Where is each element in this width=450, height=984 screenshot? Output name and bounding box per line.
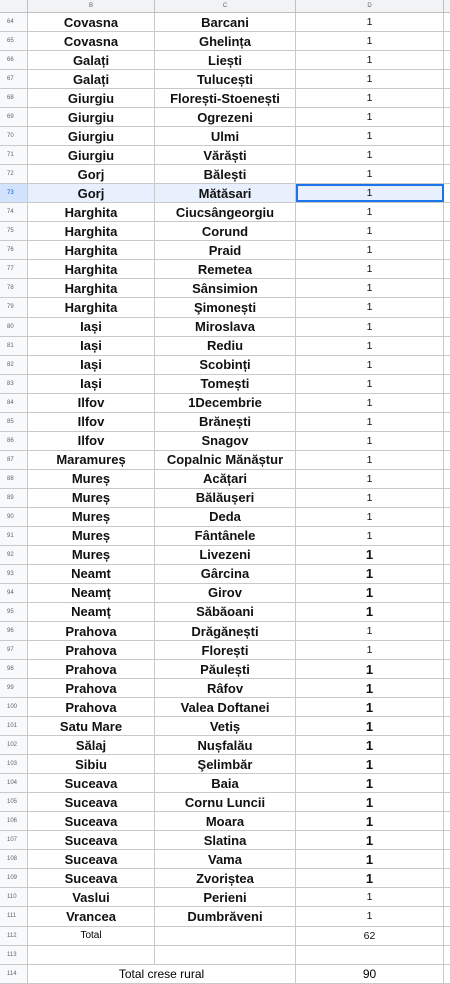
count-cell[interactable]: 1	[296, 318, 444, 336]
count-cell[interactable]: 1	[296, 32, 444, 50]
empty-cell[interactable]	[155, 927, 296, 945]
county-cell[interactable]: Suceava	[28, 831, 155, 849]
row-number[interactable]: 102	[0, 736, 28, 754]
count-cell[interactable]: 1	[296, 489, 444, 507]
county-cell[interactable]: Prahova	[28, 679, 155, 697]
county-cell[interactable]: Gorj	[28, 165, 155, 183]
row-number[interactable]: 109	[0, 869, 28, 887]
row-number[interactable]: 92	[0, 546, 28, 564]
count-cell[interactable]: 1	[296, 241, 444, 259]
column-header-c[interactable]: C	[155, 0, 296, 12]
row-number[interactable]: 71	[0, 146, 28, 164]
locality-cell[interactable]: Copalnic Mănăștur	[155, 451, 296, 469]
row-number[interactable]: 91	[0, 527, 28, 545]
table-row	[0, 432, 450, 451]
count-cell[interactable]: 1	[296, 679, 444, 697]
row-number[interactable]: 103	[0, 755, 28, 773]
county-cell[interactable]: Harghita	[28, 222, 155, 240]
county-cell[interactable]: Neamt	[28, 565, 155, 583]
locality-cell[interactable]: Ulmi	[155, 127, 296, 145]
table-row	[0, 774, 450, 793]
locality-cell[interactable]: Scobinți	[155, 356, 296, 374]
locality-cell[interactable]: Râfov	[155, 679, 296, 697]
row-number[interactable]: 84	[0, 394, 28, 412]
count-cell[interactable]: 1	[296, 869, 444, 887]
table-row	[0, 70, 450, 89]
table-row	[0, 793, 450, 812]
count-cell[interactable]: 1	[296, 70, 444, 88]
count-cell[interactable]: 1	[296, 13, 444, 31]
row-number[interactable]: 79	[0, 298, 28, 316]
count-cell[interactable]: 1	[296, 850, 444, 868]
count-cell[interactable]: 1	[296, 508, 444, 526]
table-row	[0, 413, 450, 432]
count-cell[interactable]: 1	[296, 375, 444, 393]
count-cell[interactable]: 1	[296, 203, 444, 221]
county-cell[interactable]: Harghita	[28, 298, 155, 316]
locality-cell[interactable]: Zvoriștea	[155, 869, 296, 887]
count-cell[interactable]: 1	[296, 527, 444, 545]
table-row	[0, 337, 450, 356]
table-row	[0, 32, 450, 51]
count-cell[interactable]: 1	[296, 717, 444, 735]
empty-cell[interactable]	[28, 946, 155, 964]
county-cell[interactable]: Mureș	[28, 508, 155, 526]
locality-cell[interactable]: Rediu	[155, 337, 296, 355]
county-cell[interactable]: Vrancea	[28, 907, 155, 925]
count-cell[interactable]: 1	[296, 546, 444, 564]
row-number[interactable]: 114	[0, 965, 28, 983]
count-cell[interactable]: 1	[296, 165, 444, 183]
count-cell[interactable]: 1	[296, 51, 444, 69]
row-number[interactable]: 104	[0, 774, 28, 792]
locality-cell[interactable]: Remetea	[155, 260, 296, 278]
count-cell[interactable]: 1	[296, 337, 444, 355]
count-cell[interactable]: 1	[296, 736, 444, 754]
count-cell[interactable]: 1	[296, 812, 444, 830]
count-cell[interactable]: 1	[296, 641, 444, 659]
count-cell[interactable]: 1	[296, 470, 444, 488]
table-row	[0, 279, 450, 298]
locality-cell[interactable]: Gârcina	[155, 565, 296, 583]
grand-total-row	[0, 965, 450, 984]
table-row	[0, 584, 450, 603]
row-number[interactable]: 77	[0, 260, 28, 278]
row-number[interactable]: 67	[0, 70, 28, 88]
row-number[interactable]: 111	[0, 907, 28, 925]
locality-cell[interactable]: Tulucești	[155, 70, 296, 88]
locality-cell[interactable]: Păulești	[155, 660, 296, 678]
count-cell[interactable]: 1	[296, 584, 444, 602]
count-cell[interactable]: 1	[296, 279, 444, 297]
locality-cell[interactable]: Ghelința	[155, 32, 296, 50]
grand-total-label-cell[interactable]: Total crese rural	[28, 965, 296, 983]
count-cell[interactable]: 1	[296, 432, 444, 450]
county-cell[interactable]: Harghita	[28, 279, 155, 297]
row-number[interactable]: 75	[0, 222, 28, 240]
corner-header[interactable]	[0, 0, 28, 12]
county-cell[interactable]: Giurgiu	[28, 108, 155, 126]
locality-cell[interactable]: Florești	[155, 641, 296, 659]
locality-cell[interactable]: Barcani	[155, 13, 296, 31]
row-number[interactable]: 87	[0, 451, 28, 469]
column-header-b[interactable]: B	[28, 0, 155, 12]
total-value-cell[interactable]: 62	[296, 927, 444, 945]
row-number[interactable]: 106	[0, 812, 28, 830]
row-number[interactable]: 64	[0, 13, 28, 31]
table-row	[0, 127, 450, 146]
row-number[interactable]: 80	[0, 318, 28, 336]
count-cell[interactable]: 1	[296, 222, 444, 240]
county-cell[interactable]: Prahova	[28, 622, 155, 640]
count-cell[interactable]: 1	[296, 774, 444, 792]
row-number[interactable]: 112	[0, 927, 28, 945]
table-row	[0, 660, 450, 679]
table-row	[0, 165, 450, 184]
county-cell[interactable]: Satu Mare	[28, 717, 155, 735]
county-cell[interactable]: Harghita	[28, 260, 155, 278]
county-cell[interactable]: Mureș	[28, 489, 155, 507]
county-cell[interactable]: Iași	[28, 375, 155, 393]
table-row	[0, 394, 450, 413]
table-row	[0, 489, 450, 508]
table-row	[0, 850, 450, 869]
table-row	[0, 755, 450, 774]
count-cell[interactable]: 1	[296, 888, 444, 906]
table-row	[0, 108, 450, 127]
table-row	[0, 546, 450, 565]
row-number[interactable]: 74	[0, 203, 28, 221]
count-cell[interactable]: 1	[296, 260, 444, 278]
locality-cell[interactable]: Vama	[155, 850, 296, 868]
locality-cell[interactable]: Brănești	[155, 413, 296, 431]
table-row	[0, 831, 450, 850]
count-cell[interactable]: 1	[296, 184, 444, 202]
count-cell[interactable]: 1	[296, 451, 444, 469]
locality-cell[interactable]: Moara	[155, 812, 296, 830]
sheet-rows	[0, 13, 450, 927]
row-number[interactable]: 98	[0, 660, 28, 678]
locality-cell[interactable]: Şelimbăr	[155, 755, 296, 773]
row-number[interactable]: 88	[0, 470, 28, 488]
row-number[interactable]: 72	[0, 165, 28, 183]
locality-cell[interactable]: Cornu Luncii	[155, 793, 296, 811]
row-number[interactable]: 76	[0, 241, 28, 259]
row-number[interactable]: 86	[0, 432, 28, 450]
locality-cell[interactable]: Bălești	[155, 165, 296, 183]
table-row	[0, 812, 450, 831]
county-cell[interactable]: Suceava	[28, 850, 155, 868]
county-cell[interactable]: Sibiu	[28, 755, 155, 773]
locality-cell[interactable]: Snagov	[155, 432, 296, 450]
county-cell[interactable]: Harghita	[28, 203, 155, 221]
count-cell[interactable]: 1	[296, 413, 444, 431]
table-row	[0, 907, 450, 926]
count-cell[interactable]: 1	[296, 755, 444, 773]
locality-cell[interactable]: Bălăușeri	[155, 489, 296, 507]
locality-cell[interactable]: Nușfalău	[155, 736, 296, 754]
locality-cell[interactable]: Săbăoani	[155, 603, 296, 621]
county-cell[interactable]: Neamț	[28, 584, 155, 602]
county-cell[interactable]: Neamț	[28, 603, 155, 621]
county-cell[interactable]: Vaslui	[28, 888, 155, 906]
row-number[interactable]: 85	[0, 413, 28, 431]
table-row	[0, 698, 450, 717]
row-number[interactable]: 93	[0, 565, 28, 583]
count-cell[interactable]: 1	[296, 394, 444, 412]
county-cell[interactable]: Sălaj	[28, 736, 155, 754]
row-number[interactable]: 107	[0, 831, 28, 849]
table-row	[0, 679, 450, 698]
county-cell[interactable]: Galați	[28, 51, 155, 69]
count-cell[interactable]: 1	[296, 89, 444, 107]
row-number[interactable]: 81	[0, 337, 28, 355]
table-row	[0, 13, 450, 32]
table-row	[0, 146, 450, 165]
row-number[interactable]: 82	[0, 356, 28, 374]
count-cell[interactable]: 1	[296, 660, 444, 678]
count-cell[interactable]: 1	[296, 793, 444, 811]
count-cell[interactable]: 1	[296, 108, 444, 126]
county-cell[interactable]: Iași	[28, 318, 155, 336]
table-row	[0, 527, 450, 546]
row-number[interactable]: 113	[0, 946, 28, 964]
row-number[interactable]: 100	[0, 698, 28, 716]
county-cell[interactable]: Covasna	[28, 32, 155, 50]
total-label-cell[interactable]: Total	[28, 927, 155, 945]
table-row	[0, 260, 450, 279]
locality-cell[interactable]: Acățari	[155, 470, 296, 488]
row-number[interactable]: 94	[0, 584, 28, 602]
count-cell[interactable]: 1	[296, 146, 444, 164]
county-cell[interactable]: Gorj	[28, 184, 155, 202]
county-cell[interactable]: Covasna	[28, 13, 155, 31]
locality-cell[interactable]: Praid	[155, 241, 296, 259]
table-row	[0, 241, 450, 260]
locality-cell[interactable]: Valea Doftanei	[155, 698, 296, 716]
row-number[interactable]: 105	[0, 793, 28, 811]
locality-cell[interactable]: Baia	[155, 774, 296, 792]
row-number[interactable]: 101	[0, 717, 28, 735]
table-row	[0, 622, 450, 641]
count-cell[interactable]: 1	[296, 298, 444, 316]
locality-cell[interactable]: 1Decembrie	[155, 394, 296, 412]
table-row	[0, 736, 450, 755]
county-cell[interactable]: Prahova	[28, 660, 155, 678]
locality-cell[interactable]: Ogrezeni	[155, 108, 296, 126]
county-cell[interactable]: Suceava	[28, 812, 155, 830]
locality-cell[interactable]: Miroslava	[155, 318, 296, 336]
count-cell[interactable]: 1	[296, 356, 444, 374]
county-cell[interactable]: Ilfov	[28, 394, 155, 412]
table-row	[0, 375, 450, 394]
county-cell[interactable]: Giurgiu	[28, 146, 155, 164]
table-row	[0, 565, 450, 584]
count-cell[interactable]: 1	[296, 698, 444, 716]
table-row	[0, 356, 450, 375]
locality-cell[interactable]: Mătăsari	[155, 184, 296, 202]
table-row	[0, 888, 450, 907]
table-row	[0, 222, 450, 241]
count-cell[interactable]: 1	[296, 565, 444, 583]
locality-cell[interactable]: Dumbrăveni	[155, 907, 296, 925]
locality-cell[interactable]: Deda	[155, 508, 296, 526]
county-cell[interactable]: Ilfov	[28, 413, 155, 431]
grand-total-value-cell[interactable]: 90	[296, 965, 444, 983]
row-number[interactable]: 108	[0, 850, 28, 868]
county-cell[interactable]: Iași	[28, 337, 155, 355]
row-number[interactable]: 78	[0, 279, 28, 297]
locality-cell[interactable]: Vetiș	[155, 717, 296, 735]
row-number[interactable]: 69	[0, 108, 28, 126]
count-cell[interactable]: 1	[296, 127, 444, 145]
count-cell[interactable]: 1	[296, 603, 444, 621]
county-cell[interactable]: Iași	[28, 356, 155, 374]
locality-cell[interactable]: Fântânele	[155, 527, 296, 545]
county-cell[interactable]: Ilfov	[28, 432, 155, 450]
locality-cell[interactable]: Florești-Stoenești	[155, 89, 296, 107]
locality-cell[interactable]: Tomești	[155, 375, 296, 393]
county-cell[interactable]: Suceava	[28, 869, 155, 887]
locality-cell[interactable]: Drăgănești	[155, 622, 296, 640]
table-row	[0, 51, 450, 70]
county-cell[interactable]: Prahova	[28, 641, 155, 659]
table-row	[0, 184, 450, 203]
county-cell[interactable]: Mureș	[28, 470, 155, 488]
row-number[interactable]: 68	[0, 89, 28, 107]
table-row	[0, 451, 450, 470]
county-cell[interactable]: Mureș	[28, 546, 155, 564]
locality-cell[interactable]: Perieni	[155, 888, 296, 906]
row-number[interactable]: 66	[0, 51, 28, 69]
county-cell[interactable]: Suceava	[28, 793, 155, 811]
row-number[interactable]: 97	[0, 641, 28, 659]
table-row	[0, 203, 450, 222]
row-number[interactable]: 99	[0, 679, 28, 697]
locality-cell[interactable]: Livezeni	[155, 546, 296, 564]
table-row	[0, 89, 450, 108]
locality-cell[interactable]: Sânsimion	[155, 279, 296, 297]
empty-row	[0, 946, 450, 965]
row-number[interactable]: 96	[0, 622, 28, 640]
locality-cell[interactable]: Girov	[155, 584, 296, 602]
empty-cell[interactable]	[155, 946, 296, 964]
row-number[interactable]: 70	[0, 127, 28, 145]
county-cell[interactable]: Harghita	[28, 241, 155, 259]
total-row	[0, 927, 450, 946]
table-row	[0, 508, 450, 527]
count-cell[interactable]: 1	[296, 622, 444, 640]
locality-cell[interactable]: Şimonești	[155, 298, 296, 316]
county-cell[interactable]: Galați	[28, 70, 155, 88]
locality-cell[interactable]: Corund	[155, 222, 296, 240]
row-number[interactable]: 89	[0, 489, 28, 507]
row-number[interactable]: 83	[0, 375, 28, 393]
table-row	[0, 318, 450, 337]
column-header-d[interactable]: D	[296, 0, 444, 12]
locality-cell[interactable]: Liești	[155, 51, 296, 69]
table-row	[0, 470, 450, 489]
row-number[interactable]: 95	[0, 603, 28, 621]
locality-cell[interactable]: Vărăști	[155, 146, 296, 164]
count-cell[interactable]: 1	[296, 907, 444, 925]
county-cell[interactable]: Giurgiu	[28, 127, 155, 145]
county-cell[interactable]: Suceava	[28, 774, 155, 792]
row-number[interactable]: 65	[0, 32, 28, 50]
table-row	[0, 603, 450, 622]
county-cell[interactable]: Prahova	[28, 698, 155, 716]
table-row	[0, 717, 450, 736]
row-number[interactable]: 73	[0, 184, 28, 202]
locality-cell[interactable]: Slatina	[155, 831, 296, 849]
row-number[interactable]: 90	[0, 508, 28, 526]
empty-cell[interactable]	[296, 946, 444, 964]
table-row	[0, 298, 450, 317]
table-row	[0, 641, 450, 660]
row-number[interactable]: 110	[0, 888, 28, 906]
count-cell[interactable]: 1	[296, 831, 444, 849]
county-cell[interactable]: Mureș	[28, 527, 155, 545]
county-cell[interactable]: Maramureș	[28, 451, 155, 469]
county-cell[interactable]: Giurgiu	[28, 89, 155, 107]
column-header-bar	[0, 0, 450, 13]
table-row	[0, 869, 450, 888]
locality-cell[interactable]: Ciucsângeorgiu	[155, 203, 296, 221]
